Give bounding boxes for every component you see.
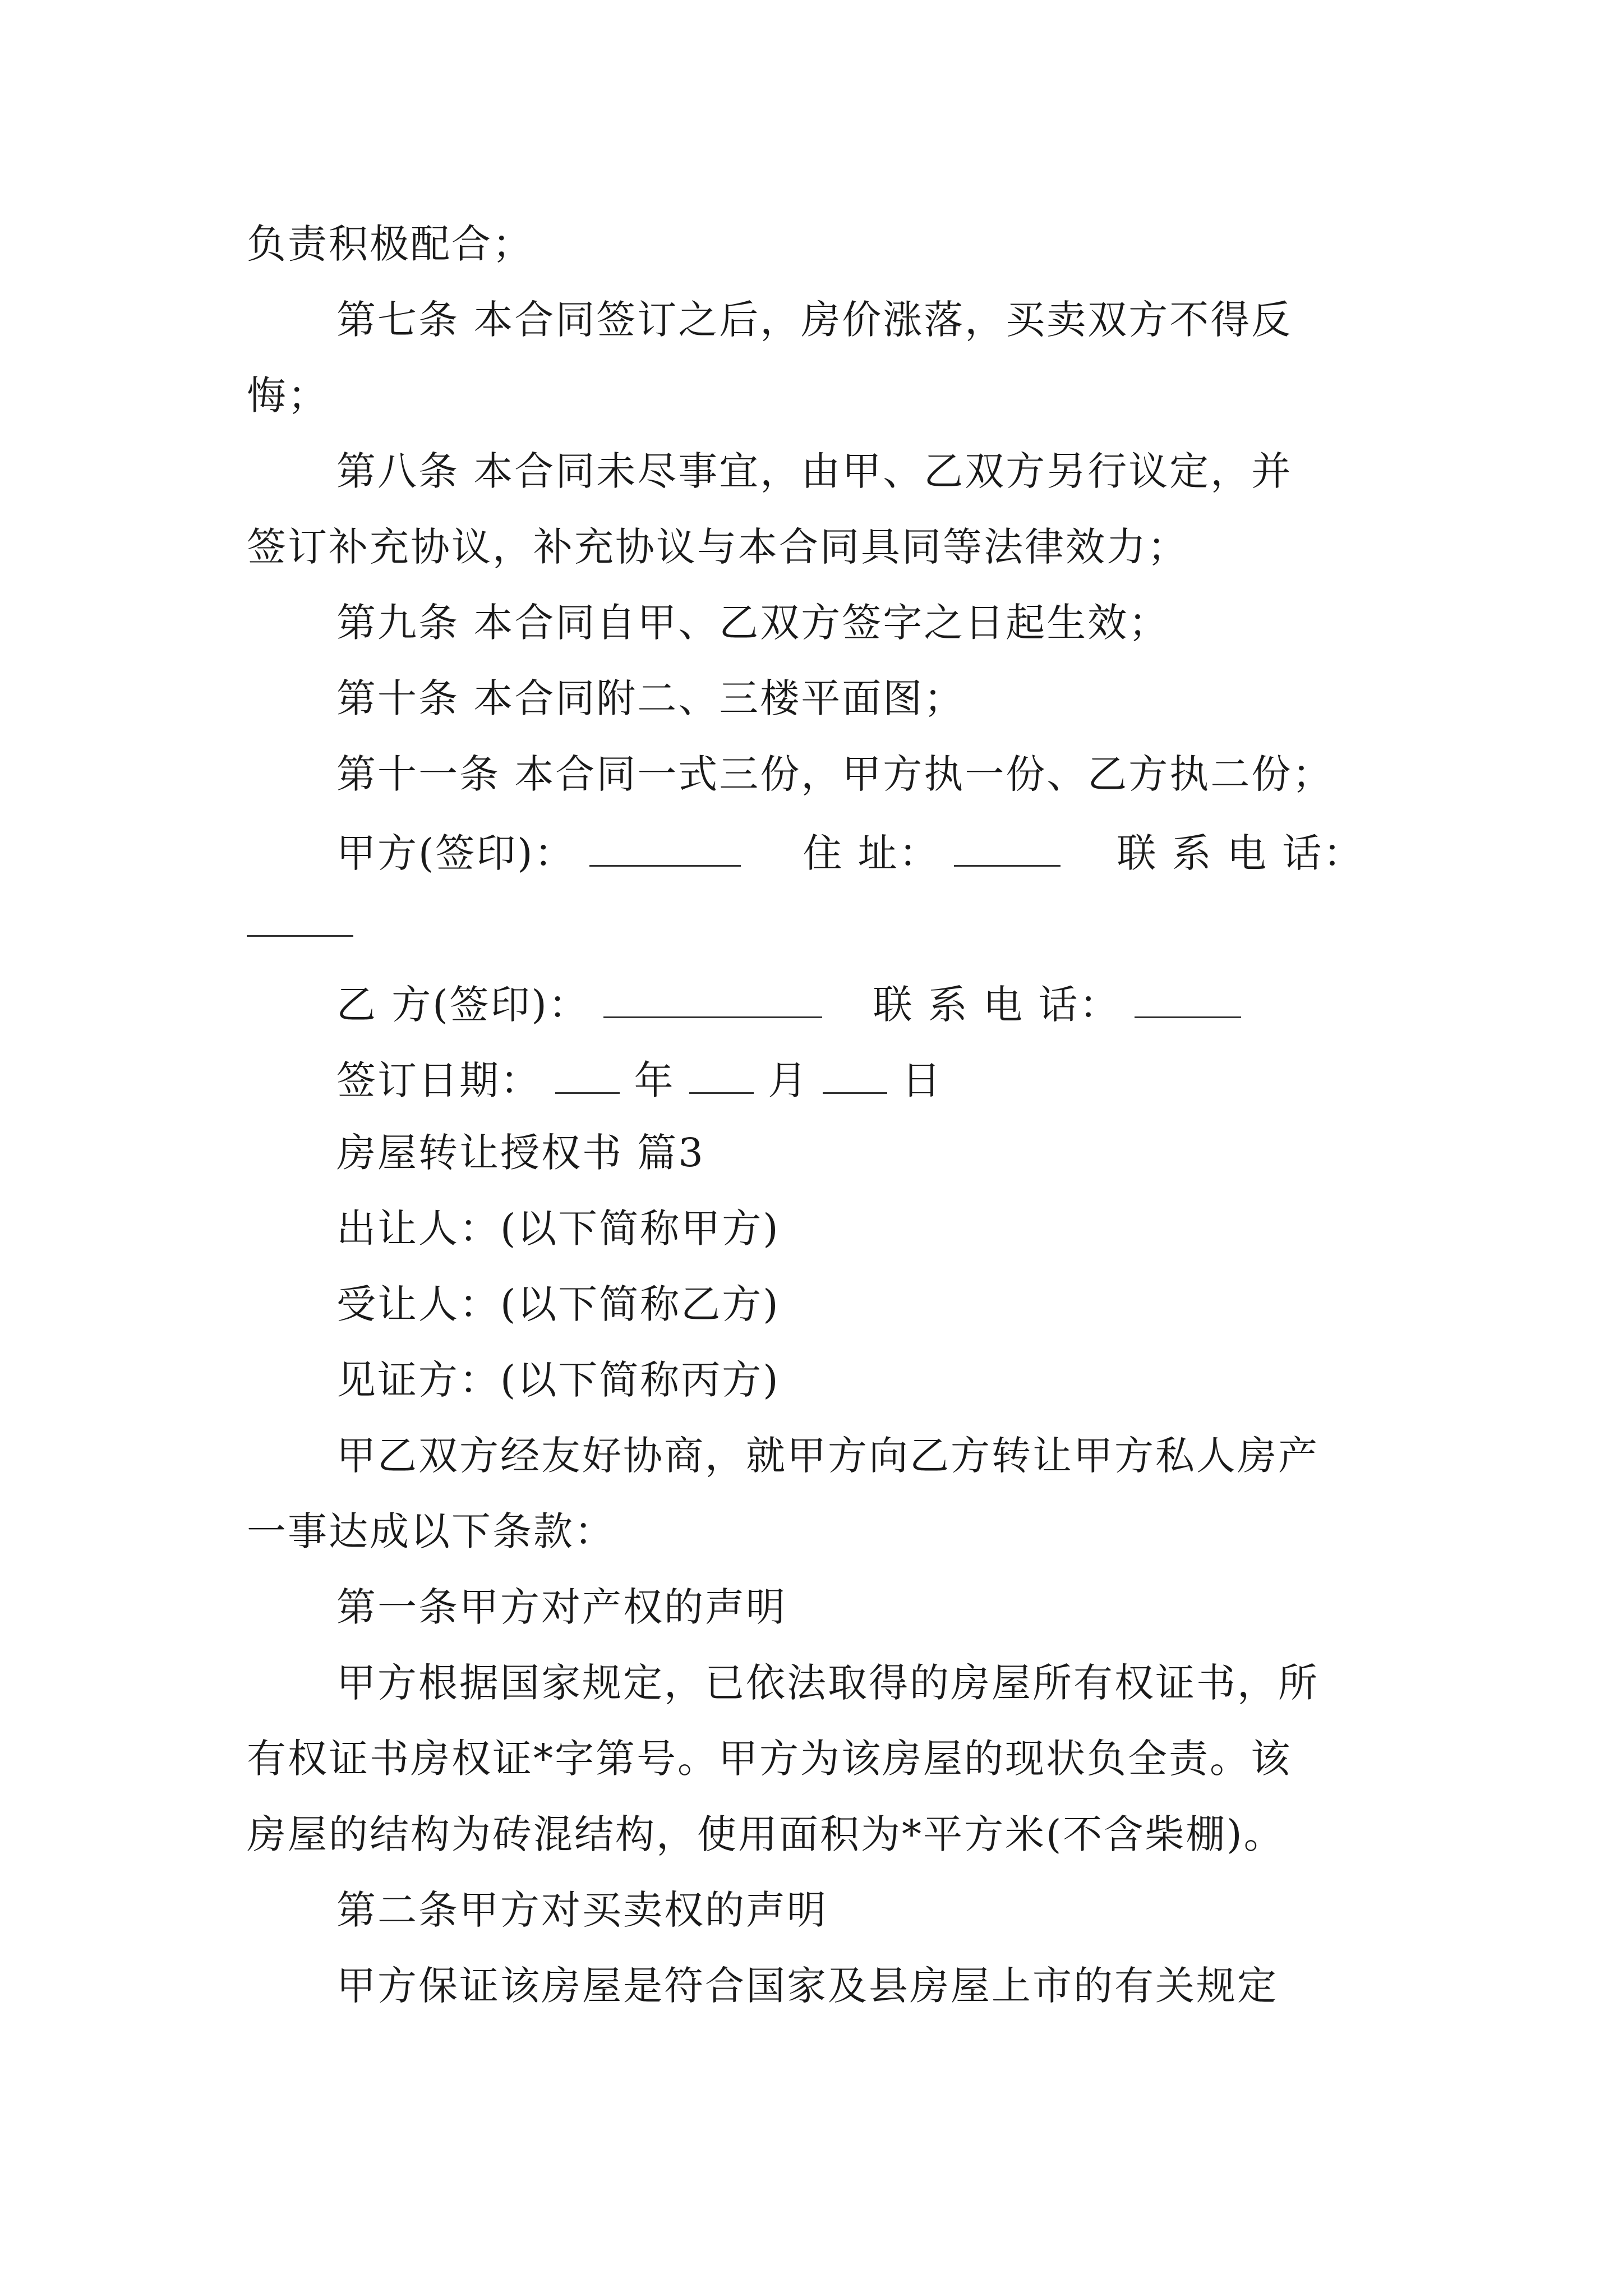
article-11-line: 第十一条 本合同一式三份，甲方执一份、乙方执二份；	[336, 751, 1334, 797]
section-title: 房屋转让授权书 篇3	[336, 1130, 705, 1176]
article-8-line: 第八条 本合同未尽事宜，由甲、乙双方另行议定，并	[336, 448, 1293, 494]
day-blank	[823, 1057, 887, 1094]
year-label: 年	[634, 1057, 675, 1103]
party-b-signature-blank	[603, 982, 822, 1018]
paragraph-line: 甲乙双方经友好协商，就甲方向乙方转让甲方私人房产	[336, 1433, 1319, 1479]
paragraph-line: 悔；	[247, 372, 329, 418]
transferee-line: 受让人：(以下简称乙方)	[336, 1281, 780, 1327]
party-a-signature-blank	[589, 830, 741, 867]
month-blank	[689, 1057, 754, 1094]
party-a-phone-blank-line	[247, 900, 353, 943]
signing-date-label: 签订日期：	[336, 1057, 541, 1103]
article-1-heading: 第一条甲方对产权的声明	[336, 1584, 787, 1630]
paragraph-line: 甲方根据国家规定，已依法取得的房屋所有权证书，所	[336, 1660, 1319, 1706]
paragraph-line: 负责积极配合；	[247, 221, 533, 267]
paragraph-line: 一事达成以下条款：	[247, 1508, 615, 1554]
signing-date-line	[336, 1057, 943, 1103]
party-b-label: 乙 方(签印)：	[336, 982, 589, 1028]
party-b-phone-label: 联 系 电 话：	[873, 982, 1121, 1028]
month-label: 月	[768, 1057, 809, 1103]
witness-line: 见证方：(以下简称丙方)	[336, 1357, 780, 1403]
party-a-phone-label: 联 系 电 话：	[1117, 830, 1364, 876]
article-7-line: 第七条 本合同签订之后，房价涨落，买卖双方不得反	[336, 297, 1293, 343]
day-label: 日	[901, 1057, 943, 1103]
year-blank	[555, 1057, 620, 1094]
address-label: 住 址：	[803, 830, 940, 876]
paragraph-line: 房屋的结构为砖混结构，使用面积为*平方米(不含柴棚)。	[247, 1811, 1285, 1857]
party-b-phone-blank	[1135, 982, 1241, 1018]
party-b-signature-line	[336, 982, 1241, 1028]
party-a-phone-blank	[247, 900, 353, 937]
article-2-heading: 第二条甲方对买卖权的声明	[336, 1887, 828, 1933]
article-10-line: 第十条 本合同附二、三楼平面图；	[336, 675, 965, 721]
article-9-line: 第九条 本合同自甲、乙双方签字之日起生效；	[336, 600, 1170, 646]
paragraph-line: 甲方保证该房屋是符合国家及县房屋上市的有关规定	[336, 1963, 1278, 2009]
paragraph-line: 有权证书房权证*字第号。甲方为该房屋的现状负全责。该	[247, 1736, 1292, 1782]
paragraph-line: 签订补充协议，补充协议与本合同具同等法律效力；	[247, 524, 1188, 570]
transferor-line: 出让人：(以下简称甲方)	[336, 1205, 780, 1251]
party-a-label: 甲方(签印)：	[336, 830, 575, 876]
address-blank	[954, 830, 1061, 867]
party-a-signature-line	[336, 830, 1364, 876]
